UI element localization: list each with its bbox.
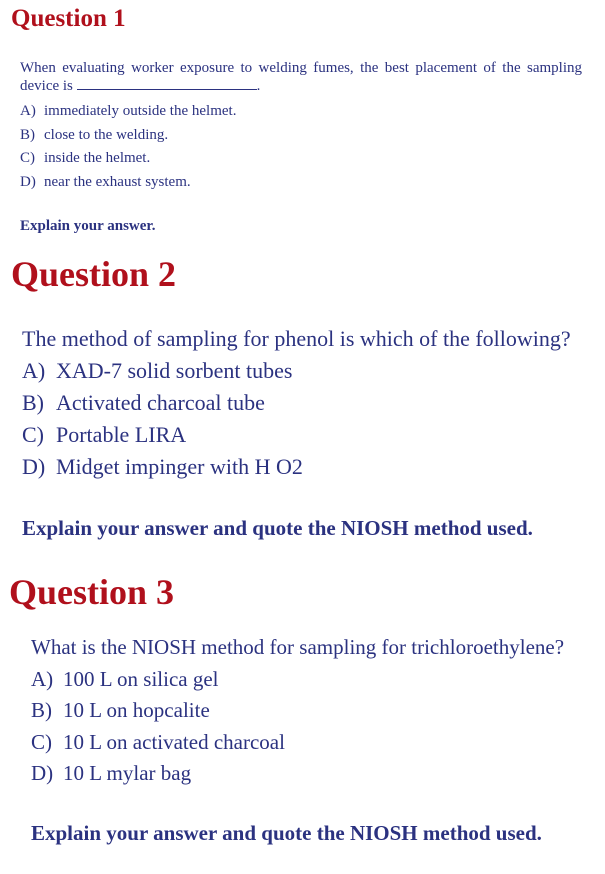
question-2-option-a[interactable] [22, 355, 571, 387]
answer-blank [77, 77, 257, 90]
option-text: Portable LIRA [56, 422, 187, 447]
option-text: 100 L on silica gel [63, 666, 219, 691]
question-1-option-a[interactable] [20, 100, 582, 124]
option-key: A) [31, 666, 54, 691]
option-key: D) [22, 454, 46, 479]
question-3-option-b[interactable] [31, 695, 564, 727]
option-text: Activated charcoal tube [56, 390, 265, 415]
option-key: D) [31, 761, 54, 785]
question-2-title: Question 2 [11, 254, 177, 294]
option-key: B) [31, 698, 52, 722]
question-2-explain-prompt: Explain your answer and quote the NIOSH method used. [22, 516, 533, 540]
question-2-option-b[interactable] [22, 387, 571, 419]
option-key: B) [22, 390, 44, 415]
option-text: immediately outside the helmet. [44, 103, 237, 119]
question-2-option-d[interactable] [22, 451, 571, 483]
question-1-title: Question 1 [11, 5, 126, 32]
question-3-option-d[interactable] [31, 758, 564, 790]
question-3-option-c[interactable] [31, 727, 564, 759]
question-1-stem-end: . [256, 78, 261, 94]
question-1-stem [20, 59, 582, 95]
option-text: 10 L on activated charcoal [63, 729, 285, 754]
question-3-explain-prompt: Explain your answer and quote the NIOSH method used. [31, 821, 542, 845]
question-3-title: Question 3 [9, 572, 175, 612]
question-3-body [31, 632, 564, 790]
question-1-body [20, 59, 582, 194]
question-1-option-c[interactable] [20, 147, 582, 171]
question-1-explain-prompt: Explain your answer. [20, 218, 156, 234]
question-2-stem: The method of sampling for phenol is which of the following? [22, 326, 571, 351]
question-2-body [22, 323, 571, 483]
option-text: near the exhaust system. [44, 173, 191, 190]
option-text: 10 L on hopcalite [63, 698, 210, 722]
option-key: B) [20, 126, 35, 143]
question-1-stem-text: When evaluating worker exposure to welding fumes, the best placement of the sampling device is [20, 60, 582, 94]
option-key: C) [31, 729, 52, 754]
question-2-option-c[interactable] [22, 419, 571, 451]
question-1-option-d[interactable] [20, 171, 582, 195]
option-text: inside the helmet. [44, 150, 151, 166]
option-text: close to the welding. [44, 126, 169, 143]
option-key: A) [22, 358, 46, 383]
question-1-option-b[interactable] [20, 124, 582, 148]
question-3-option-a[interactable] [31, 664, 564, 696]
option-text: 10 L mylar bag [63, 761, 192, 785]
option-key: A) [20, 103, 36, 119]
question-3-stem: What is the NIOSH method for sampling for trichloroethylene? [31, 635, 565, 659]
option-key: C) [22, 422, 44, 447]
option-key: C) [20, 150, 35, 166]
option-text: Midget impinger with H O2 [56, 454, 303, 479]
option-key: D) [20, 173, 36, 190]
option-text: XAD-7 solid sorbent tubes [56, 358, 293, 383]
